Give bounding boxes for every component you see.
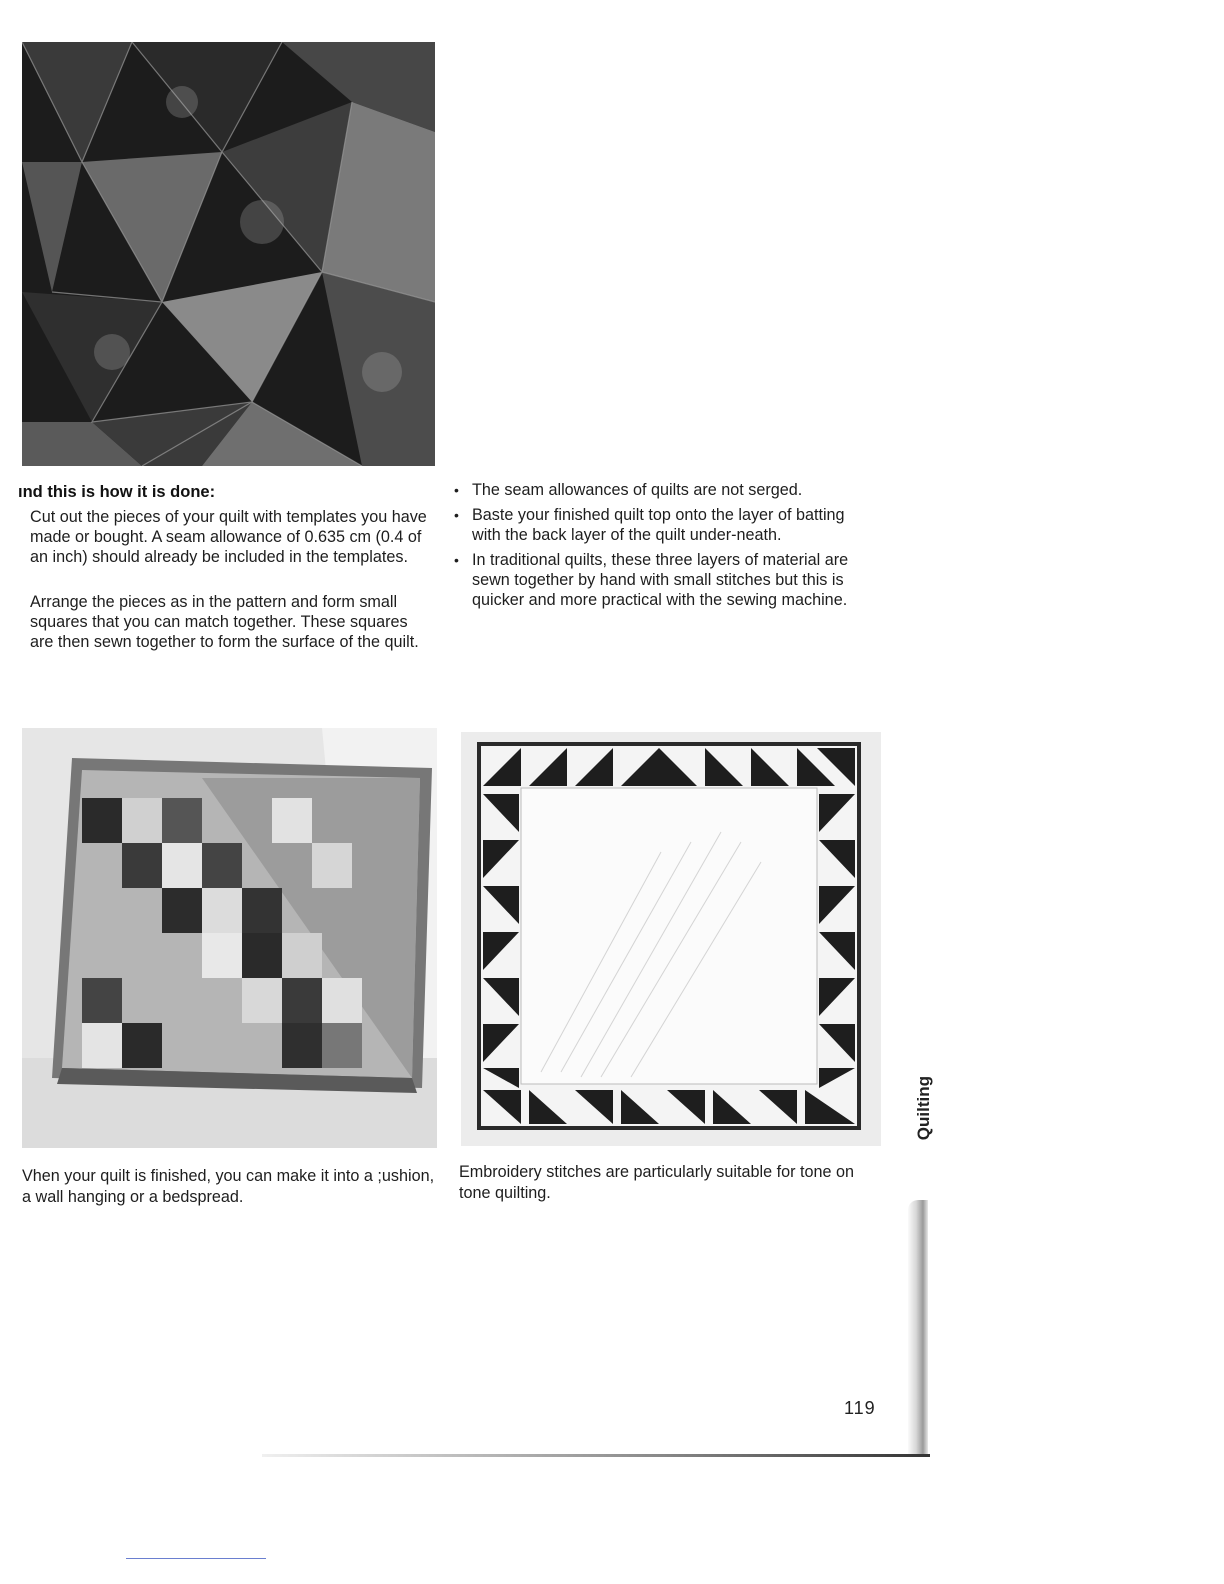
tips-list [454, 480, 874, 615]
embroidery-caption: Embroidery stitches are particularly suitable for tone on tone quilting. [459, 1163, 854, 1202]
list-item: • Baste your finished quilt top onto the layer of batting with the back layer of the quilt under-neath. [454, 506, 845, 544]
embroidered-quilt-photo [461, 732, 881, 1146]
quilt-photo [22, 42, 435, 466]
bullet-icon: • [454, 482, 459, 498]
bullet-icon: • [454, 507, 459, 523]
instruction-paragraph-2: Arrange the pieces as in the pattern and form small squares that you can match together. These squares are then sewn together to form the surface of the quilt. [30, 593, 419, 651]
page-edge-shadow [908, 1200, 928, 1456]
accent-line [126, 1558, 266, 1559]
bottom-rule [262, 1454, 930, 1457]
instruction-paragraph-1: Cut out the pieces of your quilt with templates you have made or bought. A seam allowance of 0.635 cm (0.4 of an inch) should already be included in the templates. [30, 508, 427, 566]
page-number: 119 [844, 1398, 876, 1418]
cushion-caption: Vhen your quilt is finished, you can make it into a ;ushion, a wall hanging or a bedspread. [22, 1167, 435, 1206]
bullet-icon: • [454, 552, 459, 568]
list-item: • In traditional quilts, these three layers of material are sewn together by hand with small stitches but this is quicker and more practical with the sewing machine. [454, 551, 849, 609]
list-item: • The seam allowances of quilts are not serged. [454, 481, 803, 499]
cushion-photo [22, 728, 437, 1148]
section-heading: ınd this is how it is done: [18, 483, 216, 501]
section-tab-label: Quilting [914, 1076, 933, 1141]
